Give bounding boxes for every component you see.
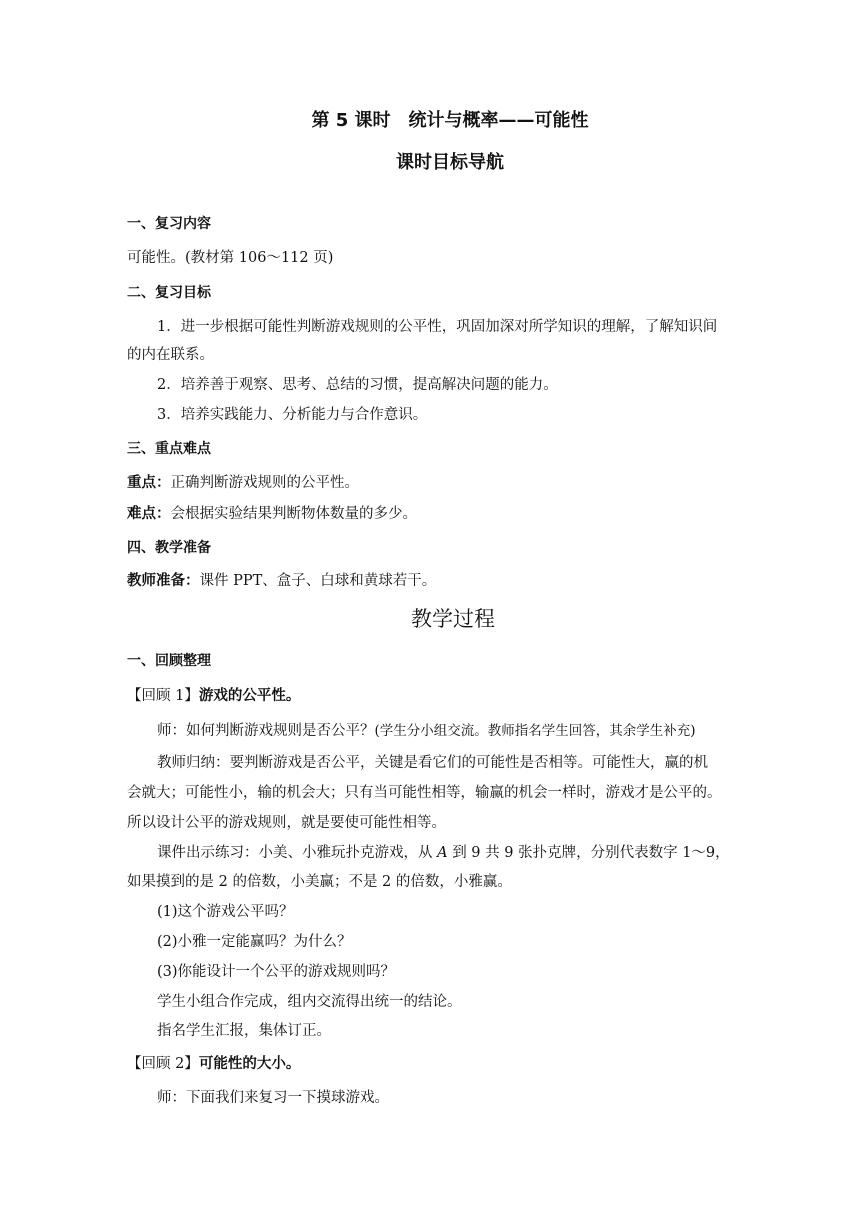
key-point [127, 473, 747, 493]
key-point-text: 正确判断游戏规则的公平性。 [170, 475, 359, 491]
question-2: (2)小雅一定能赢吗？为什么？ [157, 934, 352, 950]
review-2-label: 【回顾 2】 [127, 1056, 199, 1072]
key-point-label: 重点： [127, 475, 171, 491]
review-content-text: 可能性。(教材第 106～112 页) [127, 250, 334, 266]
summary-line-3: 所以设计公平的游戏规则，就是要使可能性相等。 [127, 815, 446, 831]
section-heading-review: 一、回顾整理 [127, 653, 211, 669]
goal-1-line-1: 1．进一步根据可能性判断游戏规则的公平性，巩固加深对所学知识的理解，了解知识间 [157, 319, 718, 335]
difficult-point-text: 会根据实验结果判断物体数量的多少。 [170, 506, 417, 522]
goal-2: 2．培养善于观察、思考、总结的习惯，提高解决问题的能力。 [157, 377, 558, 393]
teaching-process-title: 教学过程 [411, 607, 495, 631]
goal-3: 3．培养实践能力、分析能力与合作意识。 [157, 407, 428, 423]
exercise-line-2: 如果摸到的是 2 的倍数，小美赢；不是 2 的倍数，小雅赢。 [127, 874, 512, 890]
exercise-line-1 [157, 843, 747, 863]
review-1-title: 游戏的公平性。 [198, 688, 301, 704]
teacher-prep [127, 571, 747, 591]
teacher-prep-text: 课件 PPT、盒子、白球和黄球若干。 [199, 573, 437, 589]
summary-line-2: 会就大；可能性小，输的机会大；只有当可能性相等，输赢的机会一样时，游戏才是公平的。 [127, 785, 722, 801]
student-report: 指名学生汇报，集体订正。 [157, 1023, 331, 1039]
question-1: (1)这个游戏公平吗？ [157, 904, 294, 920]
exercise-line-1-part-2: 到 9 共 9 张扑克牌，分别代表数字 1～9， [447, 845, 730, 861]
review-2-heading [127, 1054, 747, 1074]
section-heading-review-goals: 二、复习目标 [127, 285, 211, 301]
difficult-point-label: 难点： [127, 506, 171, 522]
section-heading-review-content: 一、复习内容 [127, 216, 211, 232]
last-line: 师：下面我们来复习一下摸球游戏。 [157, 1090, 389, 1106]
teacher-question-note: (学生分小组交流。教师指名学生回答，其余学生补充) [374, 723, 696, 739]
section-heading-teaching-prep: 四、教学准备 [127, 540, 211, 556]
section-heading-key-points: 三、重点难点 [127, 441, 211, 457]
goal-1-line-2: 的内在联系。 [127, 347, 214, 363]
teacher-question [157, 721, 747, 741]
exercise-variable-a: A [437, 845, 448, 861]
review-1-heading [127, 686, 747, 706]
lesson-subtitle: 课时目标导航 [396, 152, 504, 173]
difficult-point [127, 504, 747, 524]
teacher-prep-label: 教师准备： [127, 573, 200, 589]
summary-line-1: 教师归纳：要判断游戏是否公平，关键是看它们的可能性是否相等。可能性大，赢的机 [157, 755, 708, 771]
question-3: (3)你能设计一个公平的游戏规则吗？ [157, 964, 396, 980]
review-2-title: 可能性的大小。 [198, 1056, 301, 1072]
review-1-label: 【回顾 1】 [127, 688, 199, 704]
exercise-line-1-part-1: 课件出示练习：小美、小雅玩扑克游戏，从 [157, 845, 438, 861]
teacher-question-text: 师：如何判断游戏规则是否公平？ [157, 723, 375, 739]
group-work: 学生小组合作完成，组内交流得出统一的结论。 [157, 994, 462, 1010]
lesson-title: 第 5 课时 统计与概率——可能性 [311, 110, 589, 131]
